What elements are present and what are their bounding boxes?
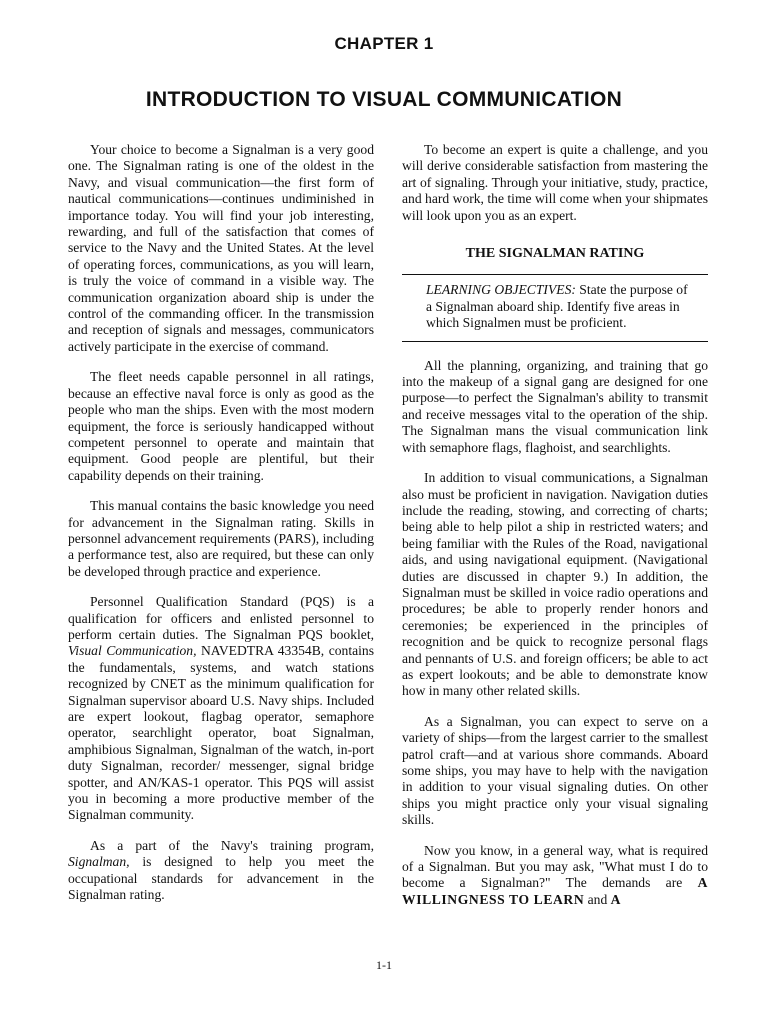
italic-title: Visual Communication, <box>68 643 197 659</box>
bold-phrase: A WILLINGNESS TO LEARN <box>402 875 708 907</box>
learning-objectives-box <box>402 274 708 341</box>
text-run: and <box>584 891 611 907</box>
text-run: NAVEDTRA 43354B, contains the fundamentals, systems, and watch stations recognized by CNET as the minimum qualification for Signalman supervisor aboard U.S. Navy ships. Included are expert lookout, flagbag operator, semaphore operator, searchlight operator, boat Signalman, amphibious Signalman, Signalman of the watch, in-port duty Signalman, recorder/ messenger, signal bridge spotter, and AN/KAS-1 operator. This PQS will assist you in becoming a more productive member of the Signalman community. <box>68 643 375 823</box>
paragraph: In addition to visual communications, a Signalman also must be proficient in navigation. Navigation duties include the reading, stowing, and correcting of charts; being able to help pilot a ship in restricted waters; and being familiar with the Rules of the Road, navigational aids, and using navigational equipment. (Navigational duties are discussed in chapter 9.) In addition, the Signalman must be skilled in voice radio operations and procedures; be able to properly render honors and ceremonies; be experienced in the principles of recognition and be quick to recognize personal flags and pennants of U.S. and foreign officers; be able to act as expert lookouts; and be able to demonstrate know how in many other related skills. <box>402 470 708 699</box>
objectives-text: State the purpose of a Signalman aboard ship. Identify five areas in which Signalmen must be proficient. <box>426 282 688 331</box>
left-column <box>68 142 374 917</box>
chapter-label: CHAPTER 1 <box>334 34 434 53</box>
italic-title: Signalman, <box>68 854 130 870</box>
text-run: As a part of the Navy's training program, <box>90 837 374 853</box>
paragraph: Your choice to become a Signalman is a very good one. The Signalman rating is one of the oldest in the Navy, and visual communication—the first form of nautical communications—continues undiminished in importance today. You will find your job interesting, rewarding, and full of the satisfaction that comes of service to the Navy and the United States. At the level of operating forces, communications, as you will learn, is truly the voice of command in a visible way. The communication organization aboard ship is under the control of the commanding officer. In the transmission and reception of signals and messages, communicators actively participate in the exercise of command. <box>68 142 374 354</box>
page-number: 1-1 <box>376 958 392 972</box>
paragraph-training <box>68 838 374 904</box>
right-column <box>402 142 708 922</box>
section-heading: THE SIGNALMAN RATING <box>465 246 645 262</box>
paragraph: As a Signalman, you can expect to serve on a variety of ships—from the largest carrier to the smallest patrol craft—and at various shore commands. Aboard some ships, you may have to help with the navigation in addition to your visual signaling duties. On other ships you might practice only your visual signaling skills. <box>402 713 708 828</box>
objectives-label: LEARNING OBJECTIVES: <box>426 282 576 298</box>
paragraph: All the planning, organizing, and training that go into the makeup of a signal gang are designed for one purpose—to perfect the Signalman's ability to transmit and receive messages vital to the operation of the ship. The Signalman mans the visual communication link with semaphore flags, flaghoist, and searchlights. <box>402 357 708 455</box>
paragraph-pqs <box>68 594 374 824</box>
paragraph: To become an expert is quite a challenge, and you will derive considerable satisfaction from mastering the art of signaling. Through your initiative, study, practice, and hard work, the time will come when your shipmates will look upon you as an expert. <box>402 142 708 223</box>
text-run: Personnel Qualification Standard (PQS) is a qualification for officers and enlisted personnel to perform certain duties. The Signalman PQS booklet, <box>68 594 374 642</box>
chapter-title: INTRODUCTION TO VISUAL COMMUNICATION <box>145 88 623 111</box>
text-run: is designed to help you meet the occupational standards for advancement in the Signalman rating. <box>68 854 374 903</box>
paragraph: This manual contains the basic knowledge you need for advancement in the Signalman rating. Skills in personnel advancement requirements (PARS), including a performance test, also are required, but these can only be developed through practice and experience. <box>68 498 374 579</box>
text-run: Now you know, in a general way, what is required of a Signalman. But you may ask, "What must I do to become a Signalman?" The demands are <box>402 842 708 891</box>
bold-phrase: A <box>610 891 622 907</box>
paragraph: The fleet needs capable personnel in all ratings, because an effective naval force is only as good as the people who man the ships. Even with the most modern equipment, the force is seriously handicapped without competent personnel to operate and maintain that equipment. Good people are plentiful, but their capability depends on their training. <box>68 369 374 483</box>
paragraph-demands <box>402 843 708 909</box>
